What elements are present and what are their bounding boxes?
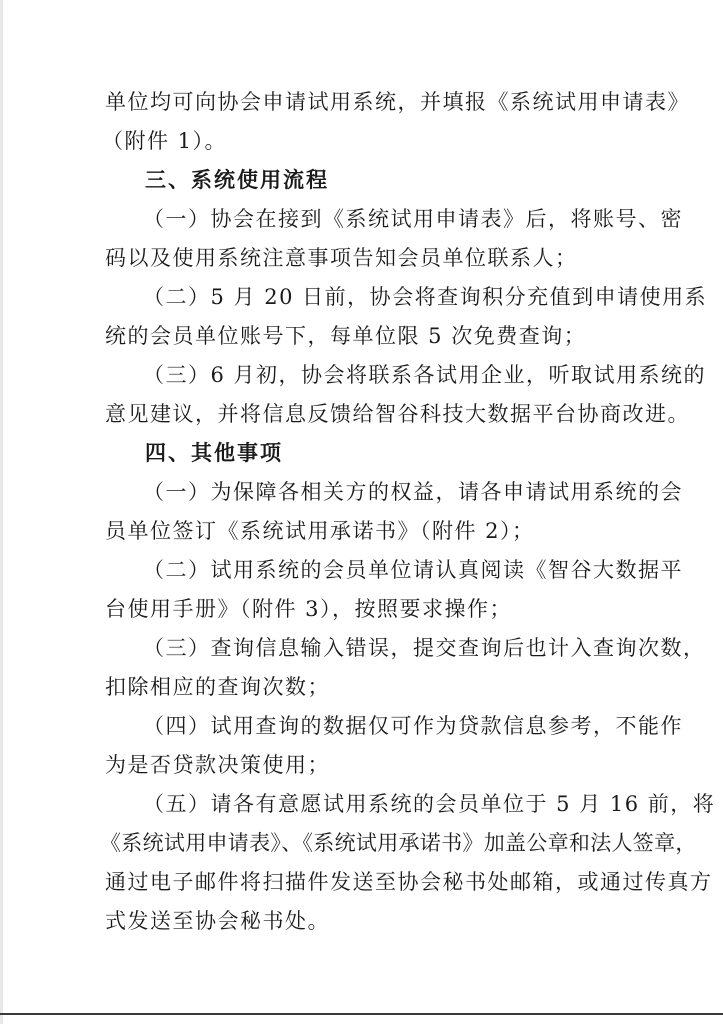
line-8: （三）6 月初，协会将联系各试用企业，听取试用系统的 [143, 363, 707, 387]
section-heading-3: 三、系统使用流程 [145, 168, 329, 192]
line-17: （四）试用查询的数据仅可作为贷款信息参考，不能作 [143, 714, 683, 738]
line-9: 意见建议，并将信息反馈给智谷科技大数据平台协商改进。 [105, 402, 690, 426]
line-6: （二）5 月 20 日前，协会将查询积分充值到申请使用系 [143, 285, 708, 309]
line-2: （附件 1）。 [102, 129, 228, 153]
line-20: 《系统试用申请表》、《系统试用承诺书》加盖公章和法人签章， [100, 831, 697, 855]
line-1: 单位均可向协会申请试用系统，并填报《系统试用申请表》 [105, 90, 690, 114]
line-14: 台使用手册》（附件 3），按照要求操作； [105, 597, 513, 621]
line-12: 员单位签订《系统试用承诺书》（附件 2）； [105, 519, 535, 543]
section-heading-4: 四、其他事项 [145, 441, 283, 465]
line-13: （二）试用系统的会员单位请认真阅读《智谷大数据平 [143, 558, 683, 582]
line-19: （五）请各有意愿试用系统的会员单位于 5 月 16 前，将 [143, 792, 716, 816]
line-4: （一）协会在接到《系统试用申请表》后，将账号、密 [143, 207, 683, 231]
page-bottom-rule [0, 1013, 723, 1015]
line-22: 式发送至协会秘书处。 [105, 909, 330, 933]
line-16: 扣除相应的查询次数； [105, 675, 330, 699]
line-7: 统的会员单位账号下，每单位限 5 次免费查询； [105, 324, 587, 348]
line-11: （一）为保障各相关方的权益，请各申请试用系统的会 [143, 480, 683, 504]
scan-edge [0, 0, 3, 1024]
line-5: 码以及使用系统注意事项告知会员单位联系人； [105, 246, 578, 270]
line-15: （三）查询信息输入错误，提交查询后也计入查询次数， [143, 636, 706, 660]
line-21: 通过电子邮件将扫描件发送至协会秘书处邮箱，或通过传真方 [105, 870, 713, 894]
line-18: 为是否贷款决策使用； [105, 753, 330, 777]
